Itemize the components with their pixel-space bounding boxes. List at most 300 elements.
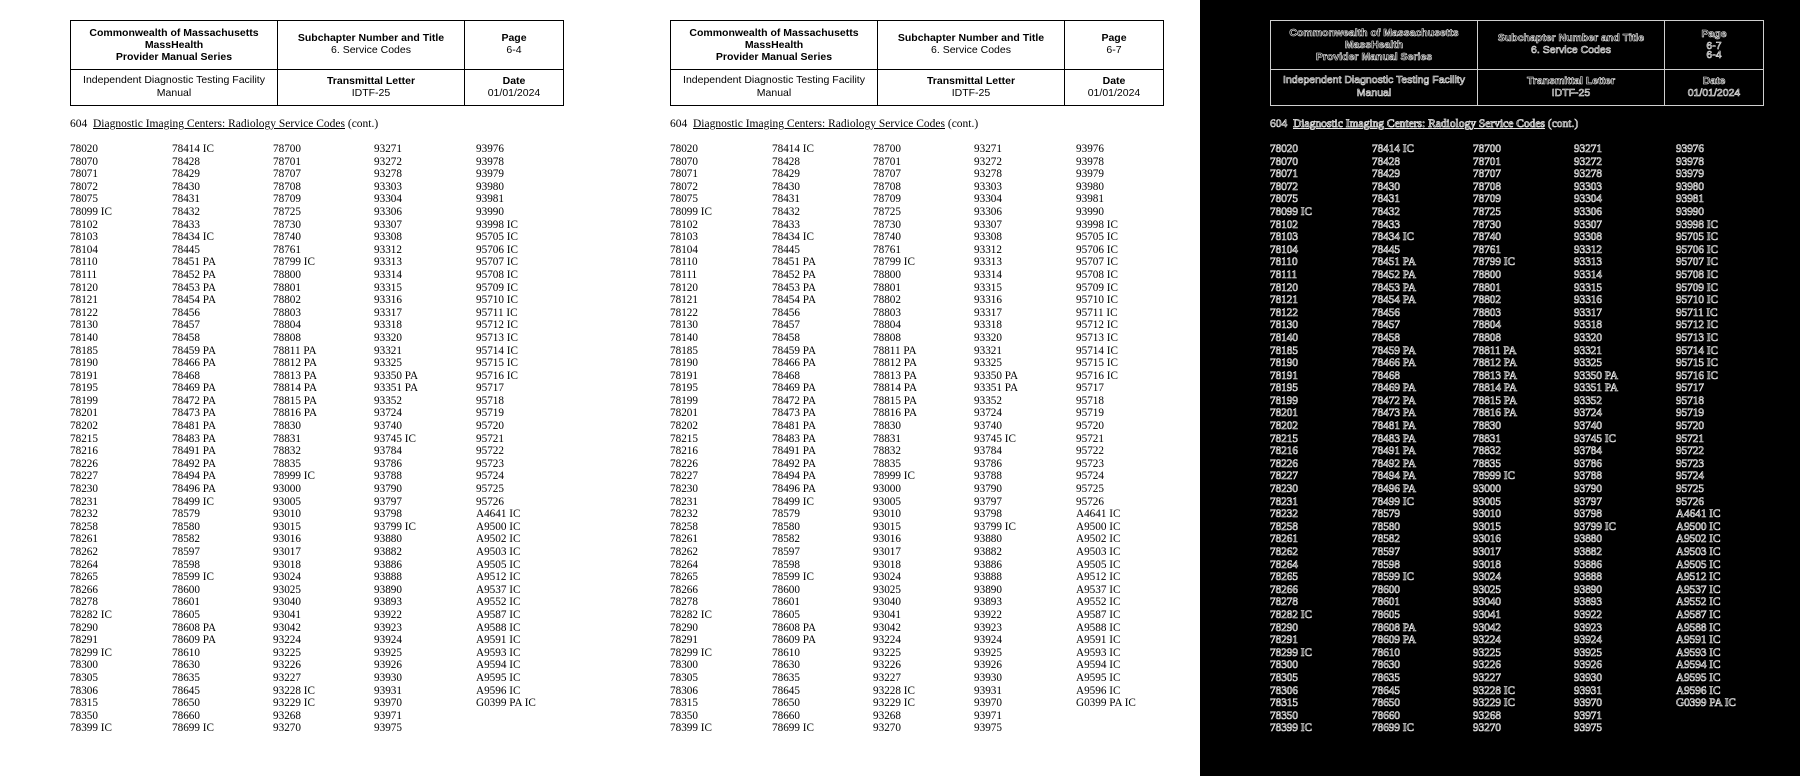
code-cell: 78456 <box>772 306 800 319</box>
code-cell: 93306 <box>1574 205 1602 218</box>
code-cell: 93312 <box>974 243 1002 256</box>
code-cell: 93304 <box>1574 193 1602 206</box>
code-cell: 95718 <box>1076 394 1104 407</box>
section-heading <box>1270 118 1750 130</box>
code-cell: 93971 <box>974 709 1002 722</box>
code-cell: 78725 <box>873 205 901 218</box>
code-cell: 78020 <box>70 143 98 155</box>
code-cell: 93229 IC <box>873 697 915 710</box>
code-cell: 78816 PA <box>273 407 318 420</box>
code-cell: 78700 <box>873 143 901 155</box>
code-cell: 78458 <box>172 331 200 344</box>
code-cell: 78453 PA <box>772 281 817 294</box>
code-cell: 93278 <box>1574 168 1602 181</box>
code-cell: 78761 <box>1473 243 1501 256</box>
page-label: Page <box>1701 27 1727 40</box>
code-cell: 78072 <box>670 180 698 193</box>
code-cell: 78816 PA <box>1473 407 1518 420</box>
code-cell: 93270 <box>273 722 301 735</box>
code-cell: 93924 <box>974 634 1002 647</box>
code-cell: 93724 <box>1574 407 1602 420</box>
code-cell: 78499 IC <box>1372 495 1414 508</box>
code-cell: 78226 <box>1270 457 1298 470</box>
code-cell: 78630 <box>1372 659 1400 672</box>
code-cell: 93042 <box>1473 621 1501 634</box>
code-cell: 93922 <box>974 608 1002 621</box>
code-cell: 93926 <box>1574 659 1602 672</box>
code-cell: 95714 IC <box>1676 344 1718 357</box>
code-cell: 93271 <box>1574 143 1602 155</box>
code-cell: 78700 <box>1473 143 1501 155</box>
code-cell: 93786 <box>974 457 1002 470</box>
code-cell: 93886 <box>374 558 402 571</box>
code-cell: 93272 <box>1574 155 1602 168</box>
code-cell: A9591 IC <box>1676 634 1721 647</box>
code-cell: 93798 <box>1574 508 1602 521</box>
code-cell: 78191 <box>1270 369 1298 382</box>
code-cell: 95724 <box>1676 470 1704 483</box>
code-cell: 78709 <box>1473 193 1501 206</box>
code-cell: 93315 <box>374 281 402 294</box>
code-cell: 78227 <box>670 470 698 483</box>
code-cell: 93313 <box>974 256 1002 269</box>
code-cell: 78800 <box>873 268 901 281</box>
code-cell: 78451 PA <box>772 256 817 269</box>
manual-name: Independent Diagnostic Testing Facility Manual <box>83 74 265 100</box>
code-cell: 95708 IC <box>1076 268 1118 281</box>
code-cell: 95726 <box>476 495 504 508</box>
code-cell: 78102 <box>70 218 98 231</box>
code-cell: 78350 <box>1270 709 1298 722</box>
code-column-1 <box>670 143 772 735</box>
code-cell: 78428 <box>1372 155 1400 168</box>
code-cell: 78121 <box>670 294 698 307</box>
code-cell: 78099 IC <box>1270 205 1312 218</box>
code-cell: 93784 <box>374 445 402 458</box>
code-cell: 78707 <box>1473 168 1501 181</box>
code-cell: 78800 <box>1473 268 1501 281</box>
code-cell: 78103 <box>70 231 98 244</box>
code-cell: A9500 IC <box>476 520 521 533</box>
code-cell: 78601 <box>1372 596 1400 609</box>
code-cell: 93980 <box>1676 180 1704 193</box>
code-cell: 78494 PA <box>1372 470 1417 483</box>
code-cell: 78808 <box>273 331 301 344</box>
code-cell: 78496 PA <box>772 483 817 496</box>
code-cell: 78582 <box>1372 533 1400 546</box>
code-cell: 78660 <box>772 709 800 722</box>
code-column-4 <box>1574 143 1676 735</box>
code-cell: 78609 PA <box>172 634 217 647</box>
section-suffix: (cont.) <box>347 118 379 130</box>
code-cell: 78800 <box>273 268 301 281</box>
code-cell: 78121 <box>70 294 98 307</box>
section-number: 604 <box>670 118 688 130</box>
subchapter-label: Subchapter Number and Title <box>897 32 1045 45</box>
code-cell: 78121 <box>1270 294 1298 307</box>
code-cell: 78430 <box>172 180 200 193</box>
code-cell: A9537 IC <box>1076 583 1121 596</box>
code-cell: 93925 <box>1574 646 1602 659</box>
code-cell: 95709 IC <box>1676 281 1718 294</box>
code-cell: 78231 <box>670 495 698 508</box>
code-cell: 95718 <box>1676 394 1704 407</box>
code-cell: A9595 IC <box>1676 671 1721 684</box>
section-suffix: (cont.) <box>1547 118 1579 130</box>
code-cell: 78610 <box>1372 646 1400 659</box>
code-cell: 78020 <box>670 143 698 155</box>
code-cell: 93886 <box>974 558 1002 571</box>
code-cell: 93315 <box>974 281 1002 294</box>
code-cell: A9505 IC <box>476 558 521 571</box>
code-cell: A9593 IC <box>476 646 521 659</box>
code-column-5 <box>1076 143 1178 735</box>
code-cell: 78699 IC <box>1372 722 1414 735</box>
code-cell: 78300 <box>1270 659 1298 672</box>
code-cell: 78190 <box>1270 357 1298 370</box>
code-cell: G0399 PA IC <box>1076 697 1136 710</box>
code-cell: 78215 <box>1270 432 1298 445</box>
code-cell: 93325 <box>374 357 402 370</box>
code-cell: 78216 <box>70 445 98 458</box>
code-cell: 95709 IC <box>476 281 518 294</box>
code-cell: 93313 <box>374 256 402 269</box>
code-cell: 93227 <box>1473 671 1501 684</box>
code-cell: 78278 <box>670 596 698 609</box>
header-table <box>670 20 1164 106</box>
code-cell: A9502 IC <box>1676 533 1721 546</box>
code-cell: 78299 IC <box>670 646 712 659</box>
code-cell: 78430 <box>772 180 800 193</box>
code-cell: 95717 <box>1076 382 1104 395</box>
code-cell: 78812 PA <box>873 357 918 370</box>
code-cell: 78120 <box>70 281 98 294</box>
code-cell: 78202 <box>70 420 98 433</box>
code-cell: 93880 <box>374 533 402 546</box>
code-cell: 78707 <box>273 168 301 181</box>
code-cell: 78499 IC <box>172 495 214 508</box>
code-cell: 78597 <box>172 546 200 558</box>
code-cell: 78230 <box>670 483 698 496</box>
code-cell: 93270 <box>873 722 901 735</box>
code-cell: 78801 <box>273 281 301 294</box>
transmittal-cell <box>278 69 465 105</box>
code-cell: 78645 <box>772 684 800 697</box>
code-cell: G0399 PA IC <box>476 697 536 710</box>
code-cell: 78492 PA <box>772 457 817 470</box>
code-cell: 78831 <box>873 432 901 445</box>
code-cell: 78580 <box>1372 520 1400 533</box>
code-cell: 78072 <box>70 180 98 193</box>
code-cell: 78226 <box>70 457 98 470</box>
code-cell: 78104 <box>70 243 98 256</box>
code-cell: 78452 PA <box>772 268 817 281</box>
code-cell: 93005 <box>273 495 301 508</box>
code-cell: 93350 PA <box>1574 369 1619 382</box>
code-cell: 93015 <box>1473 520 1501 533</box>
code-cell: 78227 <box>70 470 98 483</box>
code-cell: 93740 <box>374 420 402 433</box>
code-cell: 93798 <box>374 508 402 521</box>
code-cell: 93000 <box>873 483 901 496</box>
code-cell: 78130 <box>70 319 98 332</box>
code-cell: 78740 <box>873 231 901 244</box>
code-cell: 95713 IC <box>1076 331 1118 344</box>
code-cell: A9512 IC <box>476 571 521 584</box>
code-cell: 78432 <box>172 205 200 218</box>
code-cell: A9593 IC <box>1076 646 1121 659</box>
code-cell: 78120 <box>670 281 698 294</box>
code-cell: 78609 PA <box>772 634 817 647</box>
code-cell: 78701 <box>1473 155 1501 168</box>
date-cell <box>1065 69 1164 105</box>
code-cell: 93272 <box>974 155 1002 168</box>
code-cell: 93351 PA <box>1574 382 1619 395</box>
code-grid <box>70 143 578 735</box>
code-cell: 78433 <box>1372 218 1400 231</box>
code-cell: 78814 PA <box>873 382 918 395</box>
code-cell: 78299 IC <box>1270 646 1312 659</box>
code-column-5 <box>476 143 578 735</box>
code-cell: A9591 IC <box>1076 634 1121 647</box>
code-cell: 93998 IC <box>1676 218 1718 231</box>
org-cell <box>671 21 878 70</box>
code-cell: 93042 <box>873 621 901 634</box>
code-cell: 78232 <box>1270 508 1298 521</box>
code-cell: A9503 IC <box>476 546 521 558</box>
code-cell: 78445 <box>1372 243 1400 256</box>
code-cell: 93010 <box>273 508 301 521</box>
code-cell: 78725 <box>273 205 301 218</box>
code-cell: 78266 <box>70 583 98 596</box>
code-cell: 78199 <box>70 394 98 407</box>
code-cell: A4641 IC <box>476 508 521 521</box>
code-cell: 78299 IC <box>70 646 112 659</box>
code-cell: 78140 <box>70 331 98 344</box>
code-cell: 78740 <box>1473 231 1501 244</box>
code-cell: 93318 <box>1574 319 1602 332</box>
code-cell: 78609 PA <box>1372 634 1417 647</box>
code-cell: 78195 <box>670 382 698 395</box>
code-cell: 93317 <box>1574 306 1602 319</box>
code-cell: A9552 IC <box>476 596 521 609</box>
code-cell: A9587 IC <box>476 608 521 621</box>
code-cell: 93314 <box>374 268 402 281</box>
transmittal-value: IDTF-25 <box>951 86 991 99</box>
code-cell: 93042 <box>273 621 301 634</box>
code-cell: A9588 IC <box>1076 621 1121 634</box>
code-cell: 93724 <box>374 407 402 420</box>
code-cell: 78472 PA <box>772 394 817 407</box>
code-cell: 78815 PA <box>273 394 318 407</box>
code-cell: 93788 <box>1574 470 1602 483</box>
code-cell: 93306 <box>974 205 1002 218</box>
code-cell: 78491 PA <box>172 445 217 458</box>
code-cell: 93882 <box>1574 546 1602 558</box>
document-page-overlay-dark <box>1200 0 1800 776</box>
code-cell: 78468 <box>772 369 800 382</box>
code-cell: A9591 IC <box>476 634 521 647</box>
code-cell: 78660 <box>172 709 200 722</box>
code-cell: 93893 <box>974 596 1002 609</box>
org-line3: Provider Manual Series <box>1315 50 1433 63</box>
code-cell: 78226 <box>670 457 698 470</box>
org-cell <box>1271 21 1478 70</box>
code-cell: 78414 IC <box>1372 143 1414 155</box>
code-cell: 93888 <box>974 571 1002 584</box>
code-cell: 93040 <box>273 596 301 609</box>
code-cell: 78431 <box>1372 193 1400 206</box>
document-page-middle <box>600 0 1200 776</box>
code-cell: 93930 <box>374 671 402 684</box>
code-cell: 93307 <box>1574 218 1602 231</box>
code-cell: 78579 <box>1372 508 1400 521</box>
code-cell: 78801 <box>1473 281 1501 294</box>
code-cell: 93304 <box>974 193 1002 206</box>
code-cell: 78730 <box>273 218 301 231</box>
code-cell: 78812 PA <box>273 357 318 370</box>
code-cell: 93790 <box>1574 483 1602 496</box>
code-cell: 78761 <box>873 243 901 256</box>
code-cell: A9500 IC <box>1076 520 1121 533</box>
code-cell: 93886 <box>1574 558 1602 571</box>
code-cell: 93227 <box>273 671 301 684</box>
document-page-left <box>0 0 600 776</box>
section-heading <box>70 118 550 130</box>
code-cell: 78799 IC <box>873 256 915 269</box>
code-cell: 95719 <box>476 407 504 420</box>
code-cell: 78761 <box>273 243 301 256</box>
date-label: Date <box>1102 74 1126 87</box>
code-cell: 93888 <box>374 571 402 584</box>
code-cell: 78262 <box>70 546 98 558</box>
code-cell: 78468 <box>172 369 200 382</box>
code-cell: 93788 <box>974 470 1002 483</box>
code-cell: 78580 <box>772 520 800 533</box>
code-cell: A9594 IC <box>1076 659 1121 672</box>
code-cell: 78266 <box>1270 583 1298 596</box>
code-cell: 93312 <box>1574 243 1602 256</box>
code-cell: 93320 <box>974 331 1002 344</box>
code-cell: 78458 <box>772 331 800 344</box>
code-cell: 78494 PA <box>772 470 817 483</box>
code-cell: 78483 PA <box>1372 432 1417 445</box>
code-cell: A9593 IC <box>1676 646 1721 659</box>
code-cell: 95726 <box>1676 495 1704 508</box>
code-cell: 95707 IC <box>476 256 518 269</box>
code-column-3 <box>1473 143 1574 735</box>
code-cell: 95714 IC <box>476 344 518 357</box>
code-cell: 78635 <box>772 671 800 684</box>
code-cell: 93893 <box>1574 596 1602 609</box>
code-cell: 93271 <box>974 143 1002 155</box>
code-cell: 93978 <box>1076 155 1104 168</box>
code-cell: A9596 IC <box>1076 684 1121 697</box>
code-cell: A9552 IC <box>1076 596 1121 609</box>
org-cell <box>71 21 278 70</box>
code-cell: 93271 <box>374 143 402 155</box>
code-cell: 78469 PA <box>772 382 817 395</box>
page-cell <box>465 21 564 70</box>
code-cell: 78261 <box>1270 533 1298 546</box>
code-cell: 93308 <box>374 231 402 244</box>
org-line3: Provider Manual Series <box>115 50 233 63</box>
code-cell: A9552 IC <box>1676 596 1721 609</box>
code-cell: 78597 <box>1372 546 1400 558</box>
code-cell: 78999 IC <box>273 470 315 483</box>
code-cell: 78300 <box>670 659 698 672</box>
code-cell: 78306 <box>670 684 698 697</box>
code-cell: 95724 <box>476 470 504 483</box>
code-cell: 93745 IC <box>1574 432 1616 445</box>
code-cell: 78433 <box>772 218 800 231</box>
code-cell: 93880 <box>1574 533 1602 546</box>
code-cell: 78709 <box>873 193 901 206</box>
code-cell: 78496 PA <box>172 483 217 496</box>
code-cell: 93799 IC <box>374 520 416 533</box>
code-cell: 78230 <box>70 483 98 496</box>
code-cell: 93980 <box>476 180 504 193</box>
code-cell: 95719 <box>1676 407 1704 420</box>
org-line2: MassHealth <box>744 38 804 51</box>
code-cell: 78191 <box>70 369 98 382</box>
code-cell: 78429 <box>1372 168 1400 181</box>
code-cell: 93325 <box>1574 357 1602 370</box>
code-cell: A9512 IC <box>1676 571 1721 584</box>
code-cell: 93978 <box>1676 155 1704 168</box>
code-cell: A4641 IC <box>1076 508 1121 521</box>
code-cell: 93303 <box>974 180 1002 193</box>
code-cell: 78730 <box>873 218 901 231</box>
code-cell: 78701 <box>273 155 301 168</box>
code-cell: 93976 <box>476 143 504 155</box>
code-cell: 95721 <box>1076 432 1104 445</box>
code-cell: 78265 <box>1270 571 1298 584</box>
code-cell: 93790 <box>374 483 402 496</box>
code-cell: 78600 <box>772 583 800 596</box>
code-cell: 93971 <box>374 709 402 722</box>
code-cell: 78075 <box>670 193 698 206</box>
code-cell: 78231 <box>70 495 98 508</box>
code-cell: 95722 <box>476 445 504 458</box>
code-cell: 78350 <box>670 709 698 722</box>
code-cell: 78434 IC <box>772 231 814 244</box>
code-cell: 93890 <box>374 583 402 596</box>
code-cell: A9594 IC <box>1676 659 1721 672</box>
code-cell: 95712 IC <box>1076 319 1118 332</box>
code-cell: 95721 <box>1676 432 1704 445</box>
subchapter-value: 6. Service Codes <box>331 44 411 57</box>
code-cell: 78457 <box>1372 319 1400 332</box>
code-cell: 78202 <box>1270 420 1298 433</box>
code-cell: 78598 <box>172 558 200 571</box>
code-cell: 93224 <box>273 634 301 647</box>
subchapter-cell <box>278 21 465 70</box>
code-cell: 93308 <box>1574 231 1602 244</box>
code-cell: 95711 IC <box>1076 306 1118 319</box>
subchapter-label: Subchapter Number and Title <box>1497 32 1645 45</box>
code-cell: 78140 <box>670 331 698 344</box>
code-cell: 93998 IC <box>476 218 518 231</box>
code-cell: 93981 <box>476 193 504 206</box>
code-cell: 93798 <box>974 508 1002 521</box>
code-cell: 93318 <box>974 319 1002 332</box>
org-line2: MassHealth <box>1344 38 1404 51</box>
code-cell: 78459 PA <box>1372 344 1417 357</box>
code-cell: 78215 <box>70 432 98 445</box>
code-cell: 95712 IC <box>476 319 518 332</box>
code-cell: 95725 <box>1076 483 1104 496</box>
